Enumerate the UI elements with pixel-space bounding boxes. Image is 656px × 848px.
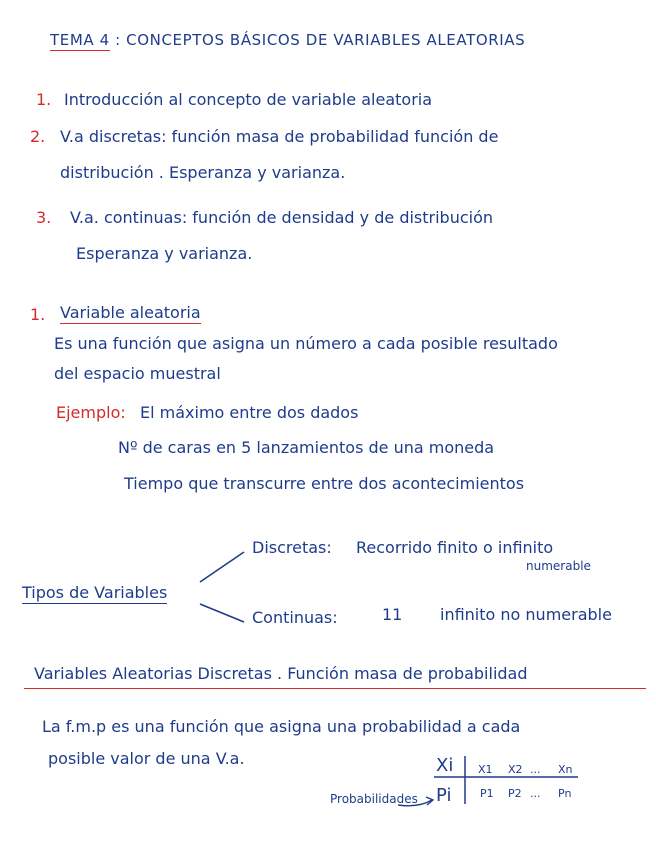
ditto-mark: 11 (382, 605, 403, 624)
example-2: Nº de caras en 5 lanzamientos de una moneda (118, 438, 495, 457)
section-2-definition-line-2: posible valor de una V.a. (48, 749, 245, 768)
index-3-line-1: V.a. continuas: función de densidad y de distribución (70, 208, 494, 227)
discretas-description-2: numerable (526, 559, 591, 573)
index-2-line-1: V.a discretas: función masa de probabilidad función de (60, 127, 499, 146)
table-xn: Xn (558, 763, 573, 776)
tipos-label-text: Tipos de Variables (22, 583, 168, 602)
example-1: El máximo entre dos dados (140, 403, 359, 422)
section-2-heading: Variables Aleatorias Discretas . Función masa de probabilidad (34, 664, 528, 683)
table-pn: Pn (558, 787, 572, 800)
section-2-heading-rule (24, 688, 646, 689)
discretas-description: Recorrido finito o infinito (356, 538, 554, 557)
table-x-ellipsis: ... (530, 763, 541, 776)
index-3-line-2: Esperanza y varianza. (76, 244, 253, 263)
section-1-definition-line-2: del espacio muestral (54, 364, 221, 383)
table-row-1-label: Xi (436, 755, 454, 776)
index-2-line-2: distribución . Esperanza y varianza. (60, 163, 346, 182)
index-1-line-1: Introducción al concepto de variable aleatoria (64, 90, 433, 109)
header-separator: : (115, 31, 121, 49)
discretas-label: Discretas: (252, 538, 332, 557)
table-p1: P1 (480, 787, 494, 800)
index-3-number: 3. (36, 208, 52, 227)
section-1-heading-text: Variable aleatoria (60, 303, 201, 322)
continuas-label: Continuas: (252, 608, 338, 627)
probabilidades-label: Probabilidades (330, 792, 418, 806)
page-title: CONCEPTOS BÁSICOS DE VARIABLES ALEATORIAS (126, 31, 526, 49)
table-p-ellipsis: ... (530, 787, 541, 800)
section-1-definition-line-1: Es una función que asigna un número a cada posible resultado (54, 334, 558, 353)
table-x1: X1 (478, 763, 493, 776)
branch-line-continuas (200, 604, 244, 622)
example-label: Ejemplo: (56, 403, 126, 422)
table-row-2-label: Pi (436, 785, 452, 806)
index-1-number: 1. (36, 90, 52, 109)
index-2-number: 2. (30, 127, 46, 146)
tema-label: TEMA 4 (50, 31, 110, 49)
continuas-description: infinito no numerable (440, 605, 612, 624)
example-3: Tiempo que transcurre entre dos acontecimientos (124, 474, 525, 493)
section-1-number: 1. (30, 305, 46, 324)
table-p2: P2 (508, 787, 522, 800)
section-2-definition-line-1: La f.m.p es una función que asigna una probabilidad a cada (42, 717, 521, 736)
branch-line-discretas (200, 552, 244, 582)
table-x2: X2 (508, 763, 523, 776)
